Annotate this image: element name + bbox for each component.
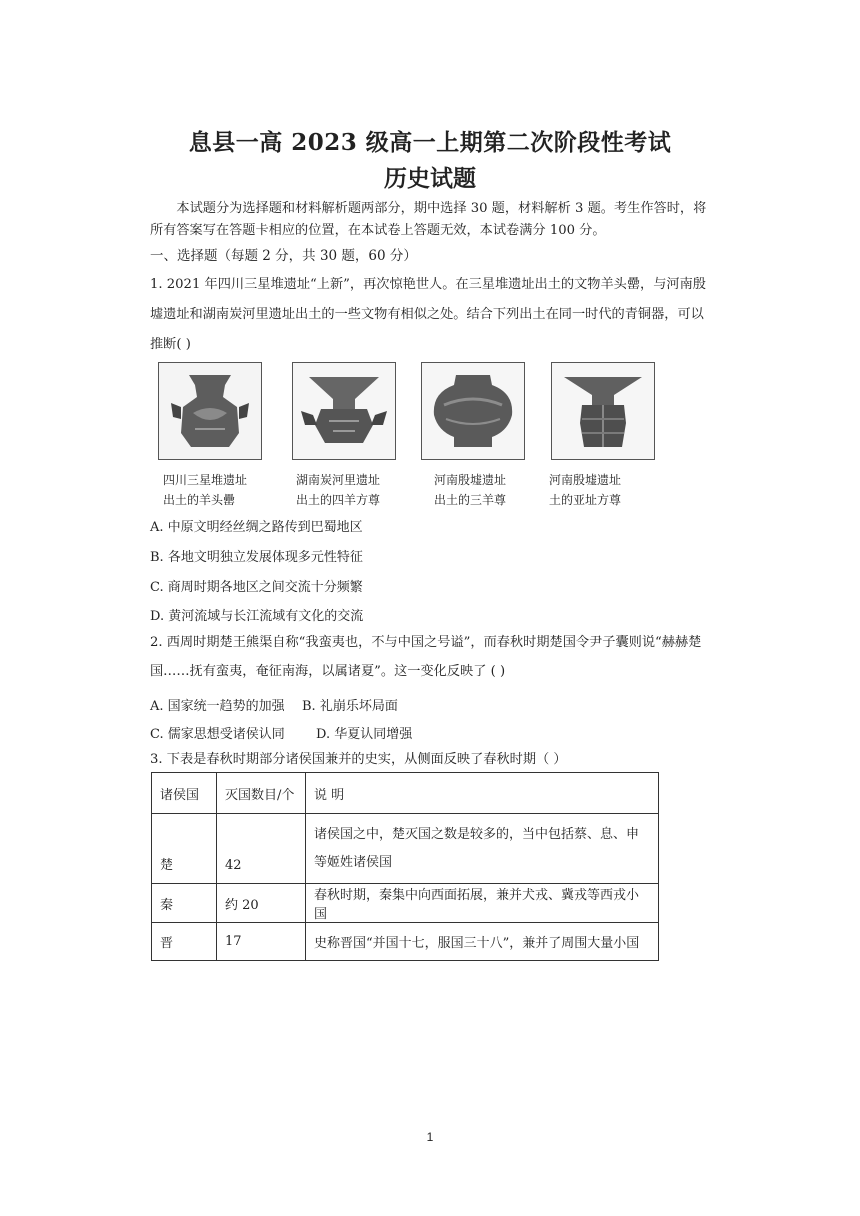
caption-line: 出土的羊头罍 xyxy=(163,493,236,507)
table-header-cell: 诸侯国 xyxy=(152,773,217,814)
bronze-zun-icon xyxy=(292,362,396,460)
table-cell: 春秋时期，秦集中向西面拓展，兼并犬戎、冀戎等西戎小国 xyxy=(306,884,659,923)
artifact-caption xyxy=(163,470,247,510)
caption-line: 河南殷墟遗址 xyxy=(433,473,506,487)
caption-line: 土的亚址方尊 xyxy=(549,493,622,507)
table-cell: 诸侯国之中，楚灭国之数是较多的，当中包括蔡、息、申等姬姓诸侯国 xyxy=(306,814,659,884)
table-cell: 约 20 xyxy=(217,884,306,923)
question-2-option-c[interactable]: C. 儒家思想受诸侯认同 xyxy=(150,727,285,742)
artifact-caption xyxy=(428,470,512,510)
page-number: 1 xyxy=(426,1130,434,1144)
table-cell: 史称晋国“并国十七，服国三十八”，兼并了周围大量小国 xyxy=(306,923,659,961)
caption-line: 出土的三羊尊 xyxy=(433,493,506,507)
table-cell: 秦 xyxy=(152,884,217,923)
question-1-option-c[interactable]: C. 商周时期各地区之间交流十分频繁 xyxy=(150,580,363,595)
caption-line: 湖南炭河里遗址 xyxy=(296,473,381,487)
bronze-lei-icon xyxy=(158,362,262,460)
question-2-option-b[interactable]: B. 礼崩乐坏局面 xyxy=(302,699,398,714)
question-1-option-a[interactable]: A. 中原文明经丝绸之路传到巴蜀地区 xyxy=(150,520,363,535)
exam-subject: 历史试题 xyxy=(384,165,476,192)
question-1-option-d[interactable]: D. 黄河流域与长江流域有文化的交流 xyxy=(150,609,364,624)
table-row xyxy=(152,884,659,923)
table-cell: 17 xyxy=(217,923,306,961)
question-1-stem: 1. 2021 年四川三星堆遗址“上新”，再次惊艳世人。在三星堆遗址出土的文物羊头罍，与河南殷墟遗址和湖南炭河里遗址出土的一些文物有相似之处。结合下列出土在同一时代的青铜器，可以推断( ) xyxy=(150,277,706,352)
table-row xyxy=(152,923,659,961)
exam-instructions: 本试题分为选择题和材料解析题两部分，期中选择 30 题，材料解析 3 题。考生作答时，将所有答案写在答题卡相应的位置，在本试卷上答题无效，本试卷满分 100 分。 xyxy=(150,201,707,238)
table-cell: 楚 xyxy=(152,814,217,884)
caption-line: 四川三星堆遗址 xyxy=(163,473,248,487)
bronze-jar-icon xyxy=(421,362,525,460)
artifact-caption xyxy=(296,470,380,510)
question-1-option-b[interactable]: B. 各地文明独立发展体现多元性特征 xyxy=(150,550,363,565)
caption-line: 出土的四羊方尊 xyxy=(296,493,381,507)
question-2-option-a[interactable]: A. 国家统一趋势的加强 xyxy=(150,699,285,714)
question-3-stem: 3. 下表是春秋时期部分诸侯国兼并的史实，从侧面反映了春秋时期（ ） xyxy=(150,752,567,767)
exam-title: 息县一高 2023 级高一上期第二次阶段性考试 xyxy=(188,129,672,156)
table-header-cell: 说 明 xyxy=(306,773,659,814)
section-heading: 一、选择题（每题 2 分，共 30 题，60 分） xyxy=(150,248,417,264)
table-header-cell: 灭国数目/个 xyxy=(217,773,306,814)
bronze-fangzun-icon xyxy=(551,362,655,460)
question-2-option-d[interactable]: D. 华夏认同增强 xyxy=(316,727,413,742)
annexation-table xyxy=(151,772,659,961)
table-cell: 42 xyxy=(217,814,306,884)
caption-line: 河南殷墟遗址 xyxy=(549,473,622,487)
question-2-stem: 2. 西周时期楚王熊渠自称“我蛮夷也，不与中国之号谥”，而春秋时期楚国令尹子囊则说“赫赫楚国……抚有蛮夷，奄征南海，以属诸夏”。这一变化反映了 ( ) xyxy=(150,635,702,679)
table-cell: 晋 xyxy=(152,923,217,961)
table-row xyxy=(152,814,659,884)
table-header-row xyxy=(152,773,659,814)
artifact-caption xyxy=(549,470,621,510)
